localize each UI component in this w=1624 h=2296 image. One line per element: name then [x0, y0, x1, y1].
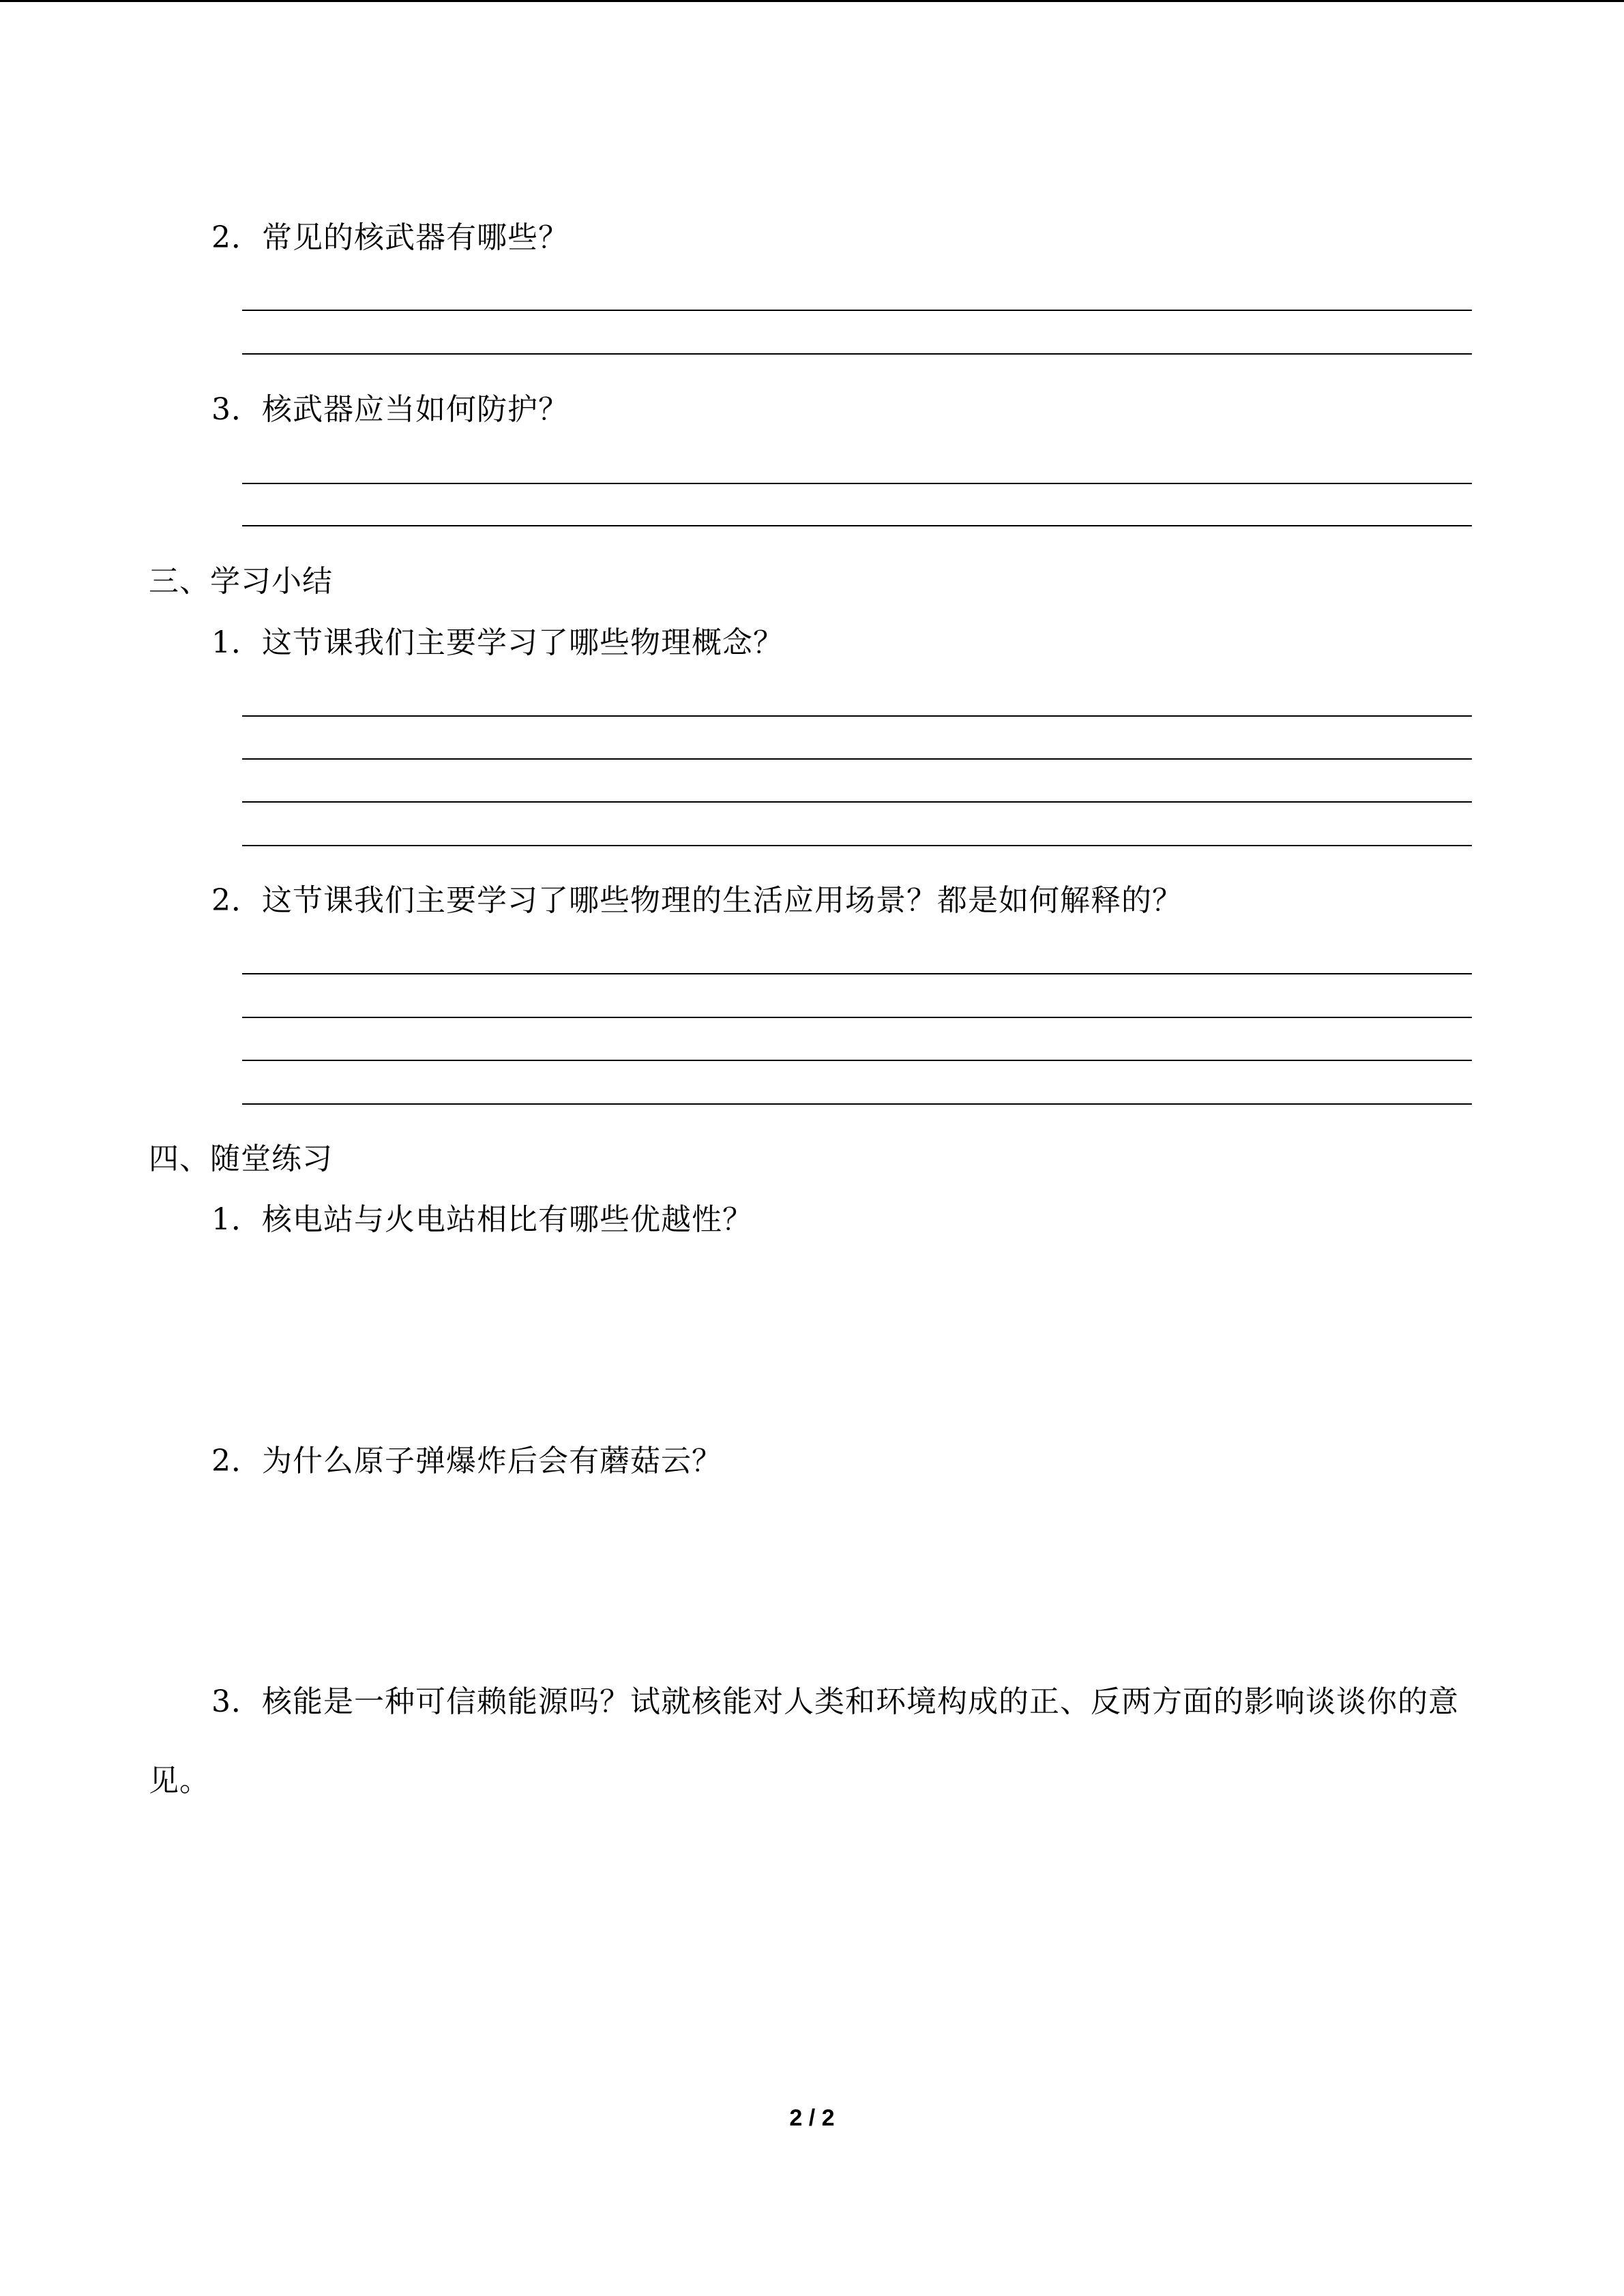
practice-question-3: [149, 1663, 1472, 1821]
question-number: 1．: [211, 625, 262, 660]
answer-line[interactable]: [242, 1103, 1472, 1105]
question-number: 2．: [211, 220, 262, 255]
answer-line[interactable]: [242, 1017, 1472, 1018]
question-3-protection: [211, 389, 569, 430]
question-2-weapons: [211, 218, 569, 258]
answer-line[interactable]: [242, 353, 1472, 355]
question-text: 这节课我们主要学习了哪些物理的生活应用场景？都是如何解释的？: [262, 883, 1183, 918]
summary-question-2: [211, 880, 1183, 921]
answer-line[interactable]: [242, 525, 1472, 526]
answer-line[interactable]: [242, 715, 1472, 717]
practice-question-1: [211, 1199, 753, 1240]
question-number: 3．: [211, 392, 262, 427]
section-heading-summary: 三、学习小结: [149, 564, 333, 599]
answer-line[interactable]: [242, 310, 1472, 311]
practice-question-2: [211, 1441, 722, 1482]
question-text: 常见的核武器有哪些？: [262, 220, 569, 255]
answer-line[interactable]: [242, 845, 1472, 846]
answer-line[interactable]: [242, 973, 1472, 974]
answer-line[interactable]: [242, 483, 1472, 484]
question-text: 这节课我们主要学习了哪些物理概念？: [262, 625, 784, 660]
question-number: 3．: [211, 1684, 262, 1719]
question-text: 为什么原子弹爆炸后会有蘑菇云？: [262, 1444, 722, 1478]
question-number: 2．: [211, 1444, 262, 1478]
section-heading-practice: 四、随堂练习: [149, 1142, 333, 1176]
question-text: 核武器应当如何防护？: [262, 392, 569, 427]
question-text: 核能是一种可信赖能源吗？试就核能对人类和环境构成的正、反两方面的影响谈谈你的意见。: [149, 1684, 1459, 1798]
answer-line[interactable]: [242, 1060, 1472, 1061]
page-number: 2 / 2: [789, 2105, 835, 2131]
question-text: 核电站与火电站相比有哪些优越性？: [262, 1202, 753, 1237]
answer-line[interactable]: [242, 758, 1472, 760]
question-number: 1．: [211, 1202, 262, 1237]
answer-line[interactable]: [242, 801, 1472, 803]
question-number: 2．: [211, 883, 262, 918]
summary-question-1: [211, 623, 784, 664]
